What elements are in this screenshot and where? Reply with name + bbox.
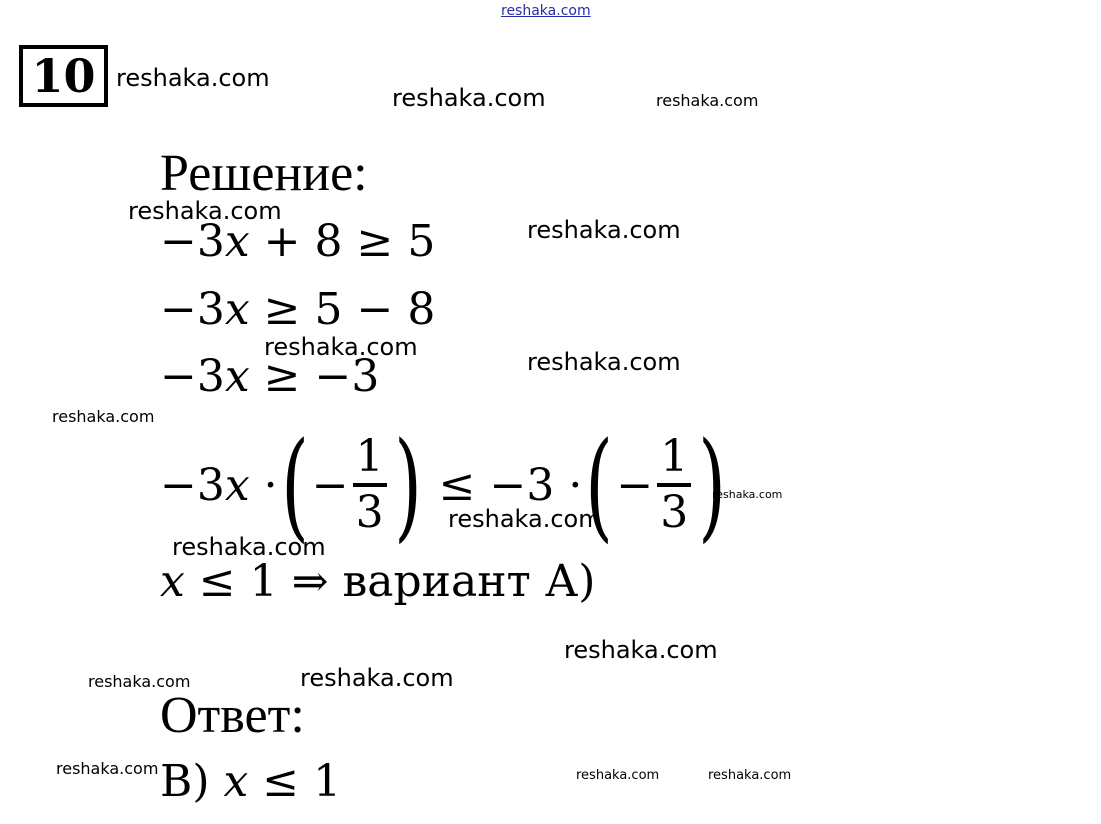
step-2: −3𝑥 ≥ 5 − 8 xyxy=(160,284,436,335)
watermark: reshaka.com xyxy=(52,407,155,426)
watermark: reshaka.com xyxy=(656,91,759,110)
step-3: −3𝑥 ≥ −3 xyxy=(160,351,380,402)
answer-value: В) 𝑥 ≤ 1 xyxy=(160,756,342,807)
answer-heading: Ответ: xyxy=(160,687,305,744)
watermark: reshaka.com xyxy=(564,636,718,664)
watermark-top-link[interactable]: reshaka.com xyxy=(501,3,591,19)
solution-heading: Решение: xyxy=(160,145,368,202)
watermark: reshaka.com xyxy=(264,333,418,361)
fraction-one-third xyxy=(353,431,387,538)
problem-number: 10 xyxy=(31,49,96,103)
open-paren: ( xyxy=(280,416,309,554)
fraction-numerator: 1 xyxy=(660,431,689,482)
close-paren: ) xyxy=(698,416,727,554)
watermark: reshaka.com xyxy=(527,348,681,376)
step-1: −3𝑥 + 8 ≥ 5 xyxy=(160,216,436,267)
watermark: reshaka.com xyxy=(116,64,270,92)
step-4-minus: − xyxy=(311,459,349,511)
watermark: reshaka.com xyxy=(712,488,783,501)
step-4-middle: ≤ −3 · xyxy=(438,459,583,511)
fraction-denominator: 3 xyxy=(355,487,384,538)
watermark: reshaka.com xyxy=(448,505,602,533)
watermark: reshaka.com xyxy=(527,216,681,244)
step-4-minus: − xyxy=(616,459,654,511)
watermark: reshaka.com xyxy=(56,759,159,778)
watermark: reshaka.com xyxy=(576,768,660,783)
open-paren: ( xyxy=(585,416,614,554)
close-paren: ) xyxy=(393,416,422,554)
step-5: 𝑥 ≤ 1 ⇒ вариант А) xyxy=(160,556,596,607)
watermark: reshaka.com xyxy=(392,84,546,112)
watermark: reshaka.com xyxy=(88,672,191,691)
problem-number-box xyxy=(19,45,108,107)
step-4-left: −3𝑥 · xyxy=(160,459,278,511)
watermark: reshaka.com xyxy=(128,197,282,225)
fraction-denominator: 3 xyxy=(660,487,689,538)
watermark: reshaka.com xyxy=(172,533,326,561)
fraction-one-third xyxy=(657,431,691,538)
step-4 xyxy=(160,416,729,554)
watermark: reshaka.com xyxy=(708,768,792,783)
fraction-numerator: 1 xyxy=(355,431,384,482)
watermark: reshaka.com xyxy=(300,664,454,692)
